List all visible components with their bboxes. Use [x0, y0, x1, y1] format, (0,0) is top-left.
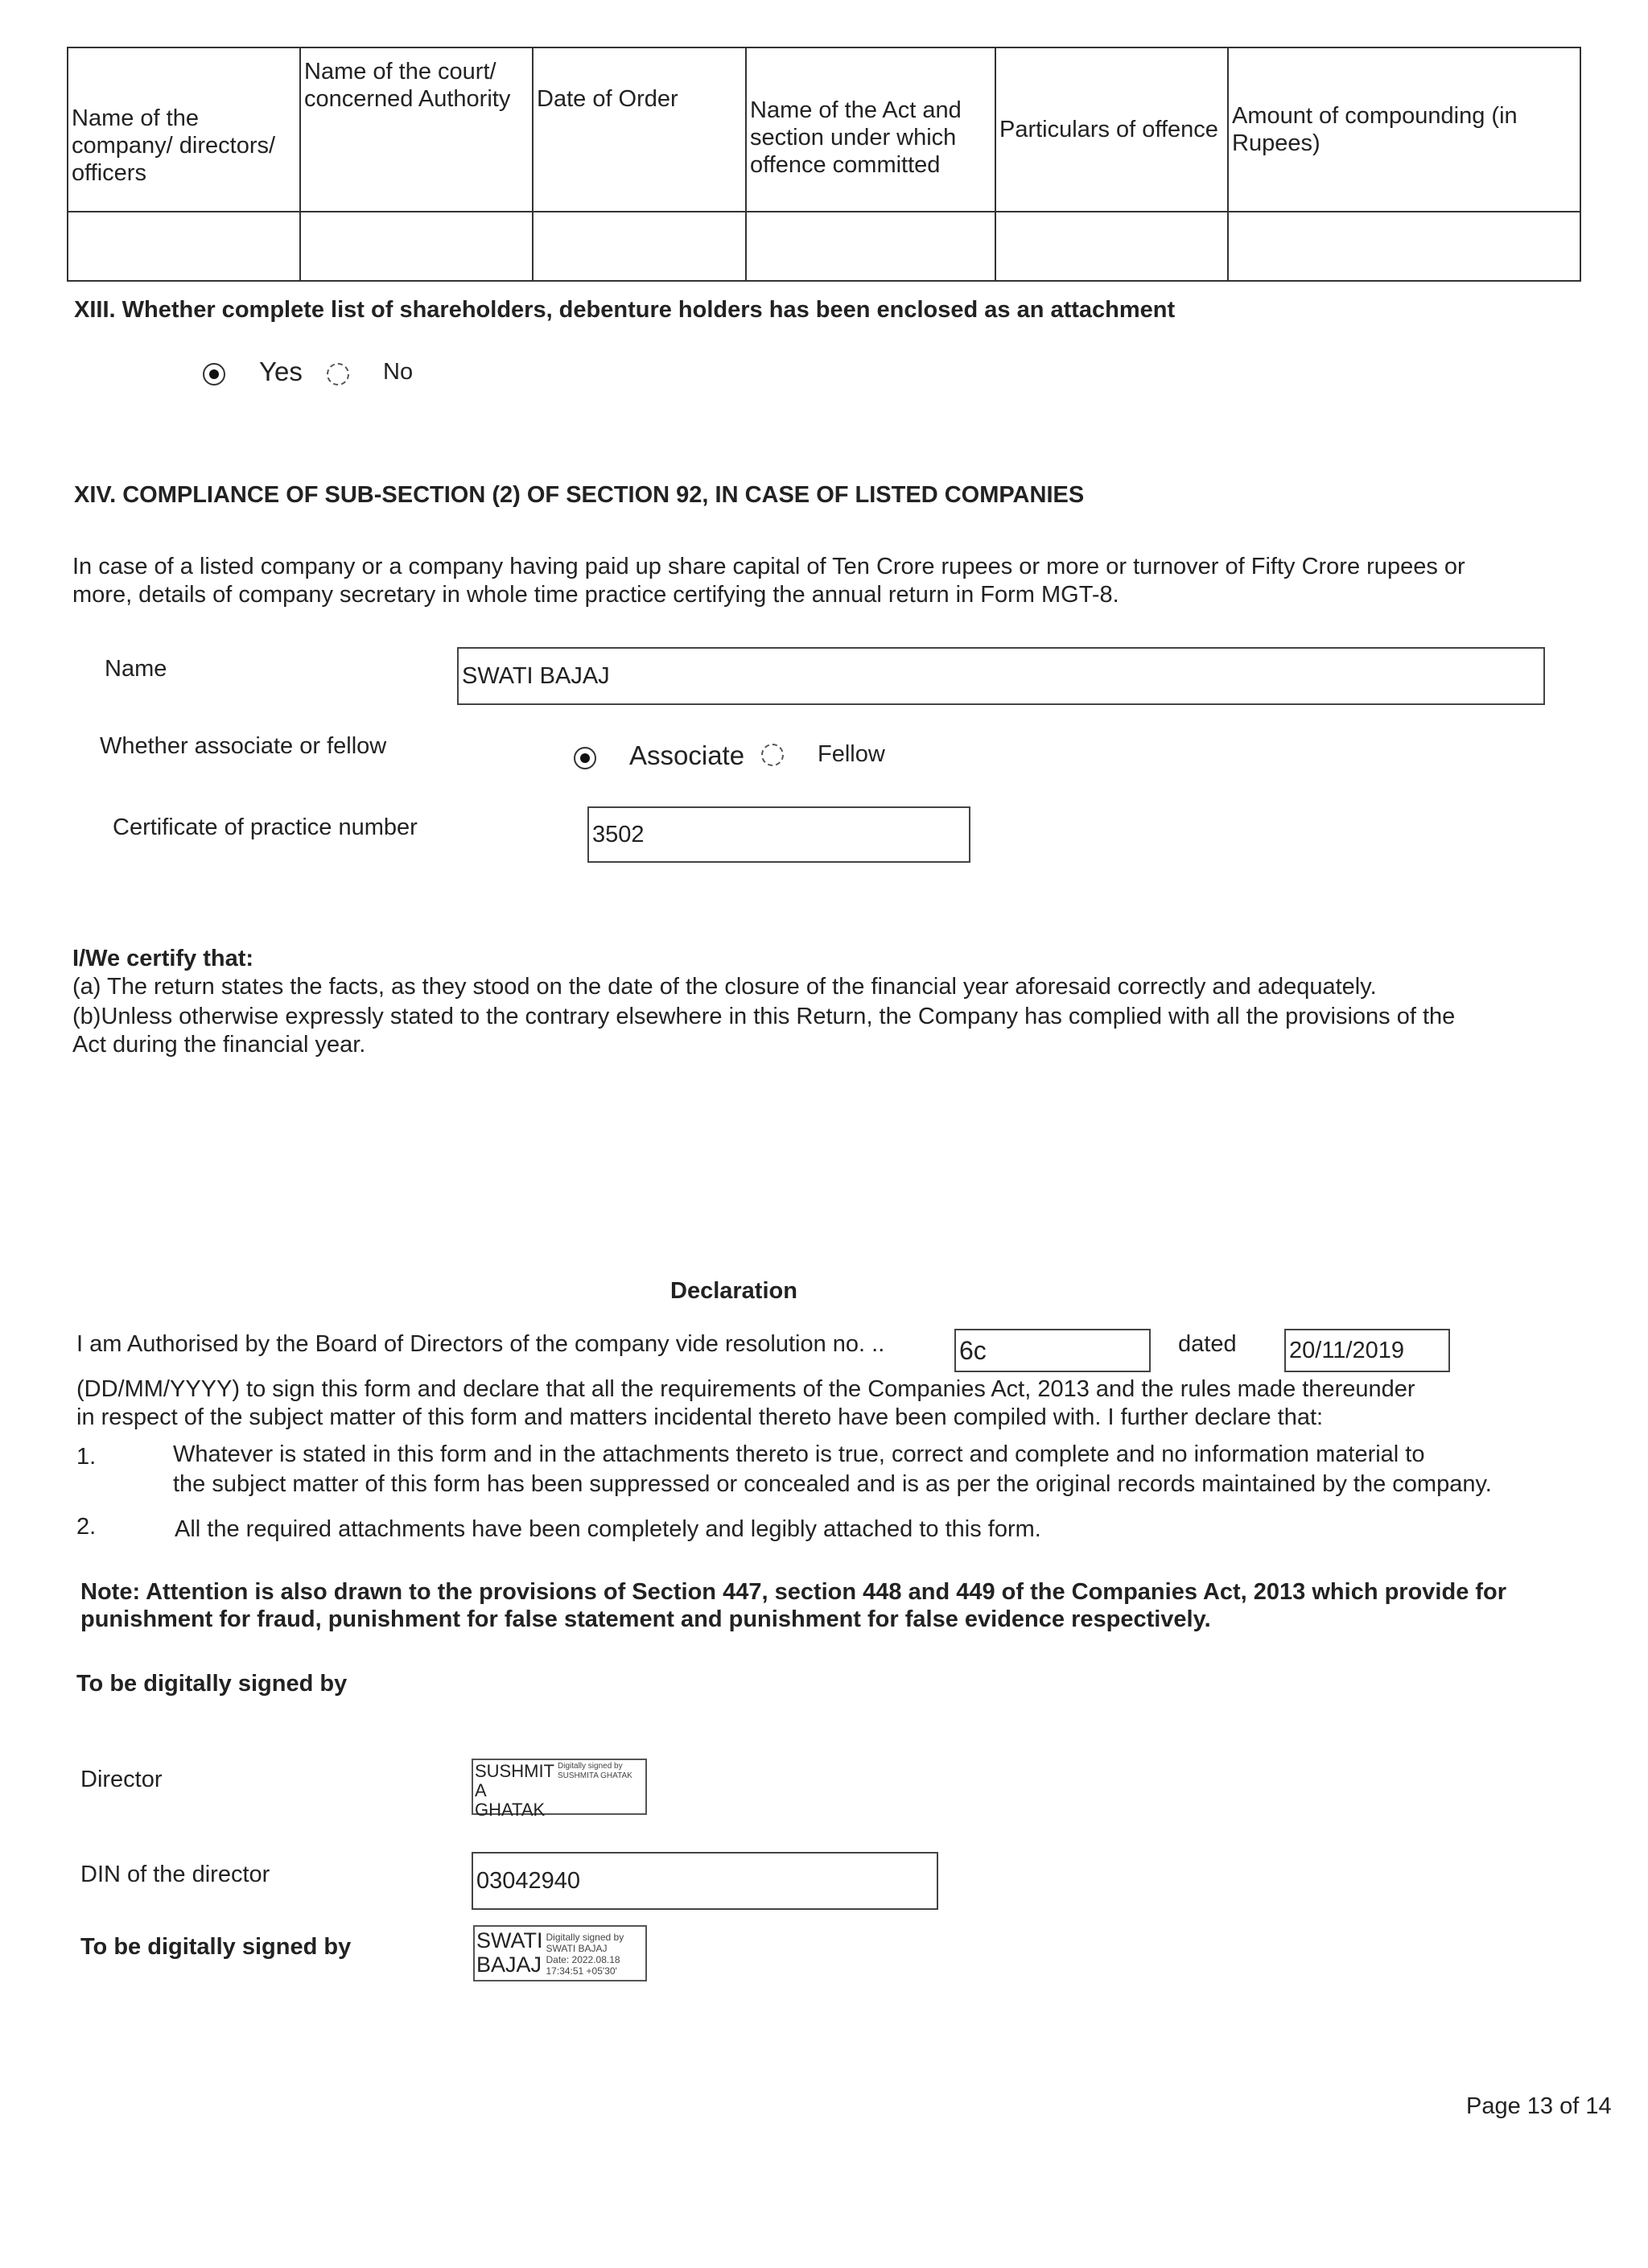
column-header: Name of the Act and section under which offence committed: [746, 47, 995, 212]
declaration-heading: Declaration: [670, 1278, 797, 1304]
cs-name-field[interactable]: SWATI BAJAJ: [457, 647, 1545, 705]
section-xiii-heading: XIII. Whether complete list of shareholders, debenture holders has been enclosed as an attachment: [74, 297, 1176, 323]
note-line2: punishment for fraud, punishment for false statement and punishment for false evidence respectively.: [80, 1606, 1211, 1632]
signature-meta: Digitally signed by SUSHMITA GHATAK: [558, 1762, 632, 1780]
declaration-item-number: 2.: [76, 1514, 97, 1540]
director-signature[interactable]: [472, 1759, 647, 1820]
dated-label: dated: [1178, 1331, 1237, 1357]
declaration-item-1-line2: the subject matter of this form has been suppressed or concealed and is as per the original records maintained by the company.: [173, 1471, 1492, 1497]
digitally-signed-label-2: To be digitally signed by: [80, 1934, 352, 1960]
no-radio[interactable]: [327, 363, 349, 386]
declaration-line1: I am Authorised by the Board of Directors of the company vide resolution no. ..: [76, 1331, 885, 1357]
table-cell[interactable]: [1228, 212, 1580, 281]
fellow-label: Fellow: [818, 741, 885, 767]
table-cell[interactable]: [746, 212, 995, 281]
certify-heading: I/We certify that:: [72, 946, 254, 971]
signature-name: SUSHMIT A GHATAK: [475, 1761, 554, 1820]
table-cell[interactable]: [995, 212, 1228, 281]
declaration-item-2-line1: All the required attachments have been completely and legibly attached to this form.: [175, 1516, 1041, 1542]
director-label: Director: [80, 1767, 163, 1792]
column-header: Name of the court/ concerned Authority: [300, 47, 533, 212]
compounding-table: [67, 47, 1581, 282]
column-header: Date of Order: [533, 47, 746, 212]
no-label: No: [383, 359, 414, 385]
note-line1: Note: Attention is also drawn to the provisions of Section 447, section 448 and 449 of the Companies Act, 2013 which provide for: [80, 1579, 1507, 1605]
secretary-signature[interactable]: [473, 1925, 647, 1981]
table-cell[interactable]: [533, 212, 746, 281]
column-header: Name of the company/ directors/ officers: [68, 47, 300, 212]
yes-label: Yes: [259, 357, 303, 386]
certify-a: (a) The return states the facts, as they stood on the date of the closure of the financial year aforesaid correctly and adequately.: [72, 974, 1377, 1000]
column-header: Amount of compounding (in Rupees): [1228, 47, 1580, 212]
table-row: [68, 212, 1580, 281]
resolution-number-field[interactable]: 6c: [954, 1329, 1151, 1372]
associate-fellow-label: Whether associate or fellow: [100, 733, 387, 759]
page-number: Page 13 of 14: [1466, 2093, 1612, 2119]
associate-label: Associate: [629, 740, 745, 770]
certify-b-line1: (b)Unless otherwise expressly stated to the contrary elsewhere in this Return, the Company has complied with all the provisions of the: [72, 1004, 1456, 1029]
cs-name-label: Name: [105, 656, 167, 682]
cop-label: Certificate of practice number: [113, 814, 418, 840]
yes-radio[interactable]: [203, 363, 225, 386]
declaration-item-1-line1: Whatever is stated in this form and in the attachments thereto is true, correct and complete and no information material to: [173, 1441, 1425, 1467]
associate-radio[interactable]: [574, 747, 596, 769]
section-xiv-intro-line1: In case of a listed company or a company having paid up share capital of Ten Crore rupees or more or turnover of Fifty Crore rupees or: [72, 554, 1465, 579]
din-label: DIN of the director: [80, 1862, 270, 1887]
signature-meta: Digitally signed by SWATI BAJAJ Date: 2022.08.18 17:34:51 +05'30': [546, 1932, 624, 1977]
table-cell[interactable]: [300, 212, 533, 281]
cop-number-field[interactable]: 3502: [587, 806, 970, 863]
declaration-item-number: 1.: [76, 1444, 97, 1470]
din-field[interactable]: 03042940: [472, 1852, 938, 1910]
table-header-row: [68, 47, 1580, 212]
certify-b-line2: Act during the financial year.: [72, 1032, 366, 1058]
declaration-line2: (DD/MM/YYYY) to sign this form and declare that all the requirements of the Companies Act, 2013 and the rules made thereunder: [76, 1376, 1415, 1402]
declaration-line3: in respect of the subject matter of this form and matters incidental thereto have been compiled with. I further declare that:: [76, 1404, 1324, 1430]
digitally-signed-label: To be digitally signed by: [76, 1671, 348, 1697]
resolution-date-field[interactable]: 20/11/2019: [1284, 1329, 1450, 1372]
section-xiv-intro-line2: more, details of company secretary in whole time practice certifying the annual return in Form MGT-8.: [72, 582, 1119, 608]
signature-name: SWATI BAJAJ: [476, 1928, 543, 1977]
fellow-radio[interactable]: [761, 744, 784, 766]
section-xiv-heading: XIV. COMPLIANCE OF SUB-SECTION (2) OF SECTION 92, IN CASE OF LISTED COMPANIES: [74, 482, 1085, 508]
table-cell[interactable]: [68, 212, 300, 281]
column-header: Particulars of offence: [995, 47, 1228, 212]
